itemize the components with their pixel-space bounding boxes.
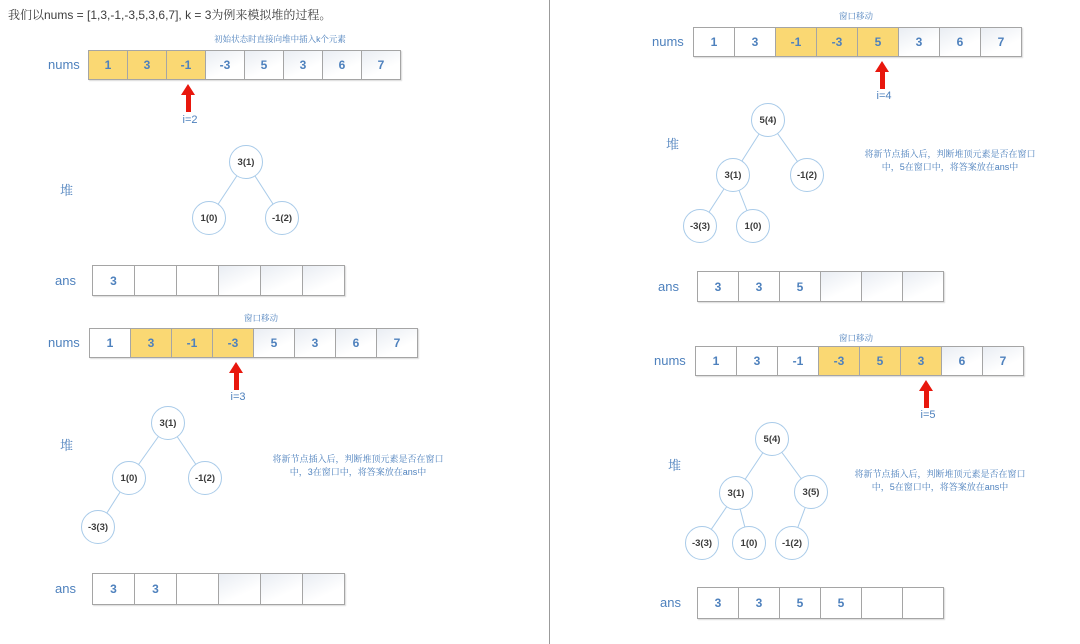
nums-cell: 3 xyxy=(283,50,323,80)
index-pointer-label: i=2 xyxy=(182,114,198,126)
heap-node: 1(0) xyxy=(732,526,766,560)
heap-node: 3(1) xyxy=(716,158,750,192)
annotation-line: 将新节点插入后，判断堆顶元素是否在窗口 xyxy=(864,149,1036,159)
heap-node: 3(1) xyxy=(151,406,185,440)
nums-cell: 3 xyxy=(898,27,940,57)
nums-cell: 5 xyxy=(859,346,901,376)
nums-cell: 3 xyxy=(736,346,778,376)
nums-cell: -1 xyxy=(775,27,817,57)
annotation-line: 将新节点插入后，判断堆顶元素是否在窗口 xyxy=(272,454,444,464)
ans-cell: 3 xyxy=(134,573,177,605)
ans-cell: 3 xyxy=(738,271,780,302)
ans-cell: 3 xyxy=(92,573,135,605)
heap-node: 1(0) xyxy=(112,461,146,495)
heap-node: -1(2) xyxy=(790,158,824,192)
nums-cell: 7 xyxy=(376,328,418,358)
ans-cell: 3 xyxy=(738,587,780,619)
ans-cell: 3 xyxy=(92,265,135,296)
nums-cell: 5 xyxy=(857,27,899,57)
nums-cell: -1 xyxy=(171,328,213,358)
heap-node: -3(3) xyxy=(685,526,719,560)
step-caption: 初始状态时直接向堆中插入k个元素 xyxy=(214,34,346,44)
annotation-line: 中，5在窗口中，将答案放在ans中 xyxy=(871,482,1009,492)
intro-text: 我们以nums = [1,3,-1,-3,5,3,6,7], k = 3为例来模拟堆的过程。 xyxy=(8,8,332,22)
nums-cell: 3 xyxy=(734,27,776,57)
annotation-line: 中，5在窗口中，将答案放在ans中 xyxy=(881,162,1019,172)
nums-label: nums xyxy=(652,34,684,49)
heap-label: 堆 xyxy=(60,183,74,198)
index-pointer-label: i=5 xyxy=(920,409,936,421)
nums-cell: -3 xyxy=(205,50,245,80)
nums-cell: 3 xyxy=(130,328,172,358)
heap-node: -1(2) xyxy=(188,461,222,495)
heap-node: -1(2) xyxy=(265,201,299,235)
ans-label: ans xyxy=(658,279,679,294)
nums-cell: 1 xyxy=(89,328,131,358)
ans-cell: 5 xyxy=(779,271,821,302)
heap-label: 堆 xyxy=(60,438,74,453)
nums-cell: 1 xyxy=(693,27,735,57)
nums-cell: 1 xyxy=(695,346,737,376)
heap-node: 5(4) xyxy=(751,103,785,137)
nums-cell: -3 xyxy=(212,328,254,358)
nums-label: nums xyxy=(48,335,80,350)
heap-label: 堆 xyxy=(666,137,680,152)
nums-cell: 7 xyxy=(980,27,1022,57)
step-caption: 窗口移动 xyxy=(838,11,874,21)
nums-label: nums xyxy=(654,353,686,368)
heap-node: 3(1) xyxy=(229,145,263,179)
heap-node: 1(0) xyxy=(736,209,770,243)
ans-cell: 3 xyxy=(697,587,739,619)
heap-node: 1(0) xyxy=(192,201,226,235)
nums-label: nums xyxy=(48,57,80,72)
step-caption: 窗口移动 xyxy=(243,313,279,323)
heap-node: 5(4) xyxy=(755,422,789,456)
nums-cell: 3 xyxy=(127,50,167,80)
heap-node: -3(3) xyxy=(683,209,717,243)
ans-label: ans xyxy=(660,595,681,610)
annotation-line: 中，3在窗口中，将答案放在ans中 xyxy=(289,467,427,477)
nums-cell: 7 xyxy=(361,50,401,80)
nums-cell: -3 xyxy=(816,27,858,57)
ans-cell: 5 xyxy=(779,587,821,619)
annotation-line: 将新节点插入后，判断堆顶元素是否在窗口 xyxy=(854,469,1026,479)
nums-cell: 5 xyxy=(253,328,295,358)
ans-label: ans xyxy=(55,581,76,596)
nums-cell: 5 xyxy=(244,50,284,80)
nums-cell: 6 xyxy=(335,328,377,358)
nums-cell: 6 xyxy=(941,346,983,376)
nums-cell: -1 xyxy=(166,50,206,80)
nums-cell: 3 xyxy=(900,346,942,376)
nums-cell: -1 xyxy=(777,346,819,376)
heap-node: -3(3) xyxy=(81,510,115,544)
index-pointer-label: i=3 xyxy=(230,391,246,403)
nums-cell: -3 xyxy=(818,346,860,376)
nums-cell: 6 xyxy=(322,50,362,80)
nums-cell: 3 xyxy=(294,328,336,358)
heap-node: -1(2) xyxy=(775,526,809,560)
heap-node: 3(5) xyxy=(794,475,828,509)
ans-cell: 5 xyxy=(820,587,862,619)
index-pointer-label: i=4 xyxy=(876,90,892,102)
nums-cell: 6 xyxy=(939,27,981,57)
heap-node: 3(1) xyxy=(719,476,753,510)
nums-cell: 7 xyxy=(982,346,1024,376)
ans-cell: 3 xyxy=(697,271,739,302)
heap-label: 堆 xyxy=(668,458,682,473)
step-caption: 窗口移动 xyxy=(838,333,874,343)
ans-label: ans xyxy=(55,273,76,288)
nums-cell: 1 xyxy=(88,50,128,80)
